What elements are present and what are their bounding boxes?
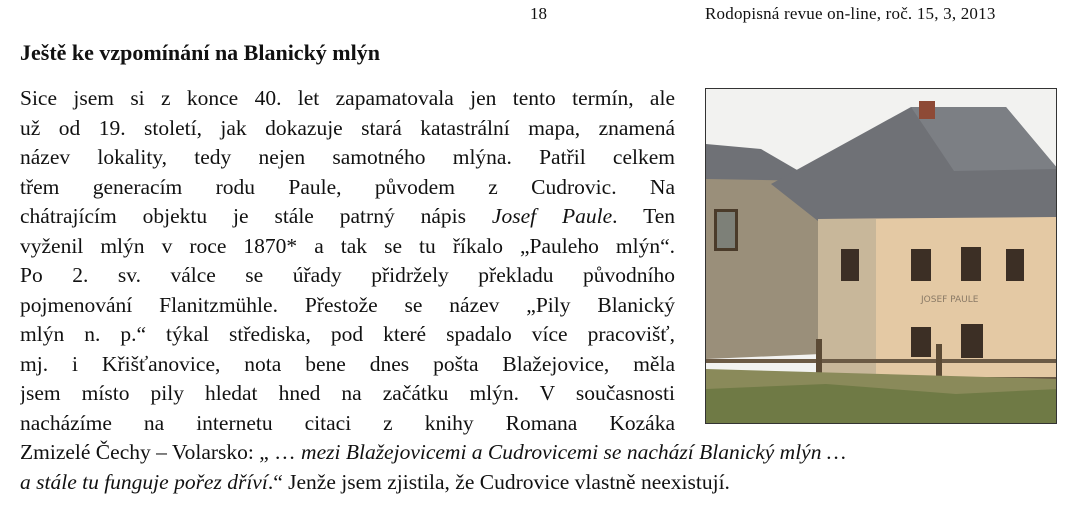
body-line	[20, 468, 1060, 498]
body-line	[20, 202, 675, 232]
body-text: Zmizelé Čechy – Volarsko: „ …	[20, 440, 302, 464]
body-line: mj. i Křišťanovice, nota bene dnes pošta Blažejovice, měla	[20, 351, 675, 376]
body-line: Sice jsem si z konce 40. let zapamatovala jen tento termín, ale	[20, 86, 675, 110]
body-line: třem generacím rodu Paule, původem z Cudrovic. Na	[20, 174, 675, 199]
body-text: . Ten	[612, 204, 675, 228]
body-line	[20, 438, 1060, 468]
body-text: .“ Jenže jsem zjistila, že Cudrovice vlastně neexistují.	[267, 469, 730, 494]
body-line: už od 19. století, jak dokazuje stará katastrální mapa, znamená	[20, 115, 675, 140]
body-line: nacházíme na internetu citaci z knihy Romana Kozáka	[20, 410, 675, 435]
body-line: Po 2. sv. válce se úřady přidržely překladu původního	[20, 263, 675, 287]
inscription-name: Josef Paule	[491, 204, 613, 228]
article-body	[20, 84, 1060, 497]
body-line: jsem místo pily hledat hned na začátku mlýn. V současnosti	[20, 381, 675, 405]
journal-header: Rodopisná revue on-line, roč. 15, 3, 2013	[705, 4, 996, 23]
body-text: chátrajícím objektu je stále patrný nápis	[20, 204, 492, 228]
body-line: pojmenování Flanitzmühle. Přestože se název „Pily Blanický	[20, 292, 675, 317]
article-title: Ještě ke vzpomínání na Blanický mlýn	[20, 40, 380, 65]
body-line: název lokality, tedy nejen samotného mlýna. Patřil celkem	[20, 145, 675, 169]
book-quote: mezi Blažejovicemi a Cudrovicemi se nachází Blanický mlýn …	[301, 440, 846, 464]
page-number: 18	[530, 4, 547, 23]
body-line: vyženil mlýn v roce 1870* a tak se tu říkalo „Pauleho mlýn“.	[20, 233, 675, 258]
body-line: mlýn n. p.“ týkal střediska, pod které spadalo více pracovišť,	[20, 322, 675, 346]
book-quote: a stále tu funguje pořez dříví	[20, 469, 268, 494]
sign-text: JOSEF PAULE	[921, 295, 979, 305]
